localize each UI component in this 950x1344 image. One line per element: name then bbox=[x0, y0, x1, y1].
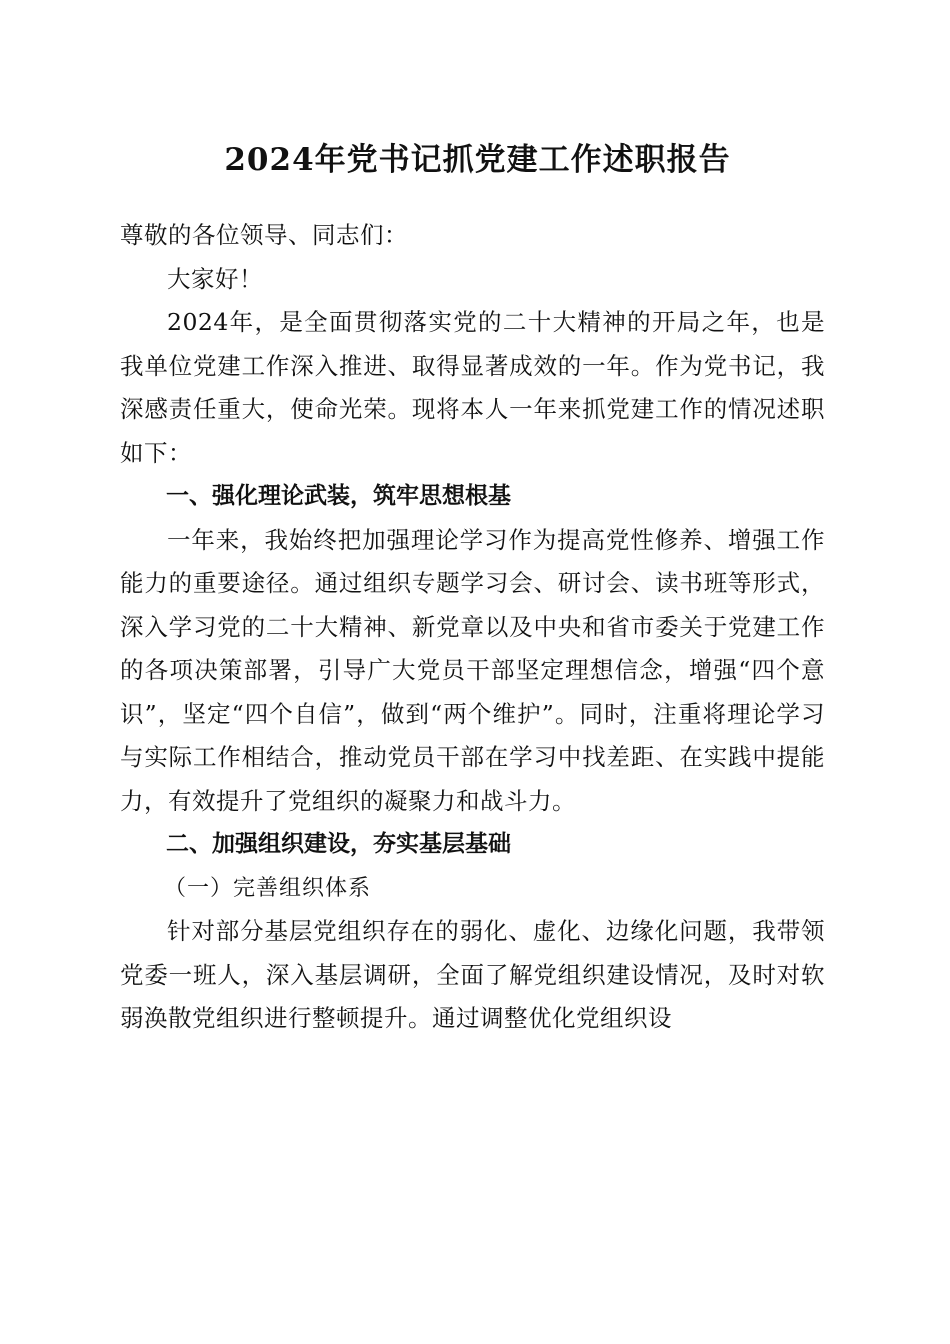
section-2-heading: 二、加强组织建设，夯实基层基础 bbox=[166, 831, 511, 857]
section-1-paragraph: 一年来，我始终把加强理论学习作为提高党性修养、增强工作能力的重要途径。通过组织专题学习会、研讨会、读书班等形式，深入学习党的二十大精神、新党章以及中央和省市委关于党建工作的各项决策部署，引导广大党员干部坚定理想信念，增强“四个意识”，坚定“四个自信”，做到“两个维护”。同时，注重将理论学习与实际工作相结合，推动党员干部在学习中找差距、在实践中提能力，有效提升了党组织的凝聚力和战斗力。 bbox=[120, 525, 825, 815]
greeting: 大家好！ bbox=[167, 264, 263, 293]
intro-paragraph: 2024年，是全面贯彻落实党的二十大精神的开局之年，也是我单位党建工作深入推进、取得显著成效的一年。作为党书记，我深感责任重大，使命光荣。现将本人一年来抓党建工作的情况述职如下： bbox=[120, 308, 825, 467]
salutation: 尊敬的各位领导、同志们： bbox=[120, 221, 408, 249]
document-title: 2024年党书记抓党建工作述职报告 bbox=[224, 142, 731, 178]
section-2-paragraph-1: 针对部分基层党组织存在的弱化、虚化、边缘化问题，我带领党委一班人，深入基层调研，全面了解党组织建设情况，及时对软弱涣散党组织进行整顿提升。通过调整优化党组织设 bbox=[120, 917, 825, 1032]
section-1-heading: 一、强化理论武装，筑牢思想根基 bbox=[166, 483, 511, 509]
document-page bbox=[120, 130, 825, 1041]
section-2-subheading-1: （一）完善组织体系 bbox=[164, 875, 372, 901]
